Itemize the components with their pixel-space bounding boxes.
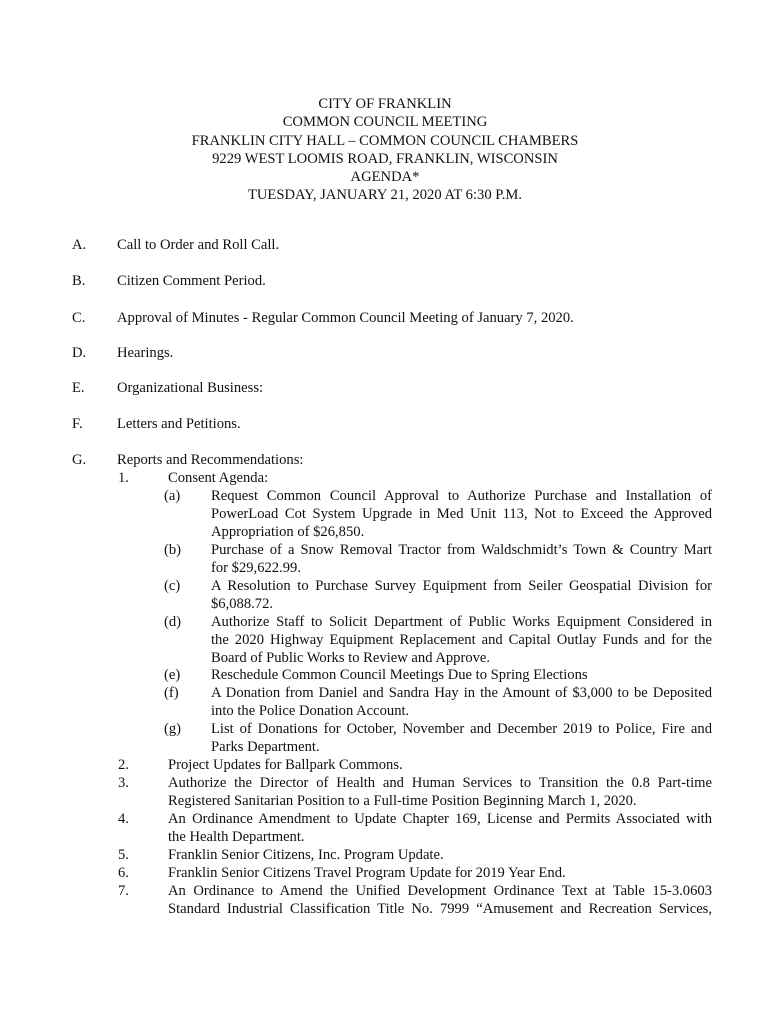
meeting-name: COMMON COUNCIL MEETING — [282, 114, 488, 131]
section-letter: E. — [72, 380, 85, 396]
item-line: Franklin Senior Citizens, Inc. Program Update. — [168, 847, 444, 863]
section-letter: A. — [72, 237, 87, 253]
item-line: An Ordinance Amendment to Update Chapter 169, License and Permits Associated with — [168, 811, 712, 827]
sub-item-label: (b) — [164, 542, 182, 558]
section-letter: G. — [72, 452, 87, 468]
sub-item-line: A Donation from Daniel and Sandra Hay in the Amount of $3,000 to be Deposited — [211, 685, 712, 701]
section-text: Approval of Minutes - Regular Common Council Meeting of January 7, 2020. — [117, 310, 574, 326]
sub-item-line: Reschedule Common Council Meetings Due to Spring Elections — [211, 667, 588, 683]
sub-item-line: List of Donations for October, November and December 2019 to Police, Fire and — [211, 721, 712, 737]
sub-item-label: (c) — [164, 578, 181, 594]
section-text: Organizational Business: — [117, 380, 264, 396]
agenda-header — [0, 95, 770, 205]
item-text — [168, 810, 712, 846]
item-text — [168, 846, 712, 864]
item-number: 5. — [118, 847, 129, 863]
sub-item-line: into the Police Donation Account. — [211, 703, 410, 719]
sub-item-label: (d) — [164, 614, 182, 630]
sub-item-text — [211, 577, 712, 613]
sub-item-line: Request Common Council Approval to Authorize Purchase and Installation of — [211, 488, 712, 504]
item-line: An Ordinance to Amend the Unified Development Ordinance Text at Table 15-3.0603 — [168, 883, 712, 899]
item-line: Consent Agenda: — [168, 470, 269, 486]
section-text: Citizen Comment Period. — [117, 273, 266, 289]
meeting-location: FRANKLIN CITY HALL – COMMON COUNCIL CHAMBERS — [191, 132, 579, 149]
sub-item-text — [211, 487, 712, 541]
sub-item-line: for $29,622.99. — [211, 560, 301, 576]
sub-item-line: Board of Public Works to Review and Approve. — [211, 650, 491, 666]
item-line: Franklin Senior Citizens Travel Program Update for 2019 Year End. — [168, 865, 566, 881]
item-number: 7. — [118, 883, 129, 899]
item-number: 4. — [118, 811, 129, 827]
sub-item-text — [211, 666, 712, 684]
item-number: 2. — [118, 757, 129, 773]
section-letter: B. — [72, 273, 86, 289]
item-text — [168, 882, 712, 918]
item-line: Registered Sanitarian Position to a Full-time Position Beginning March 1, 2020. — [168, 793, 637, 809]
sub-item-text — [211, 541, 712, 577]
city-name: CITY OF FRANKLIN — [318, 96, 452, 112]
meeting-address: 9229 WEST LOOMIS ROAD, FRANKLIN, WISCONSIN — [212, 150, 558, 167]
item-number: 6. — [118, 865, 129, 881]
item-text — [168, 469, 712, 487]
sub-item-line: Appropriation of $26,850. — [211, 524, 365, 540]
section-letter: D. — [72, 345, 87, 361]
section-letter: C. — [72, 310, 86, 326]
sub-item-line: A Resolution to Purchase Survey Equipment from Seiler Geospatial Division for — [211, 578, 712, 594]
sub-item-label: (e) — [164, 667, 181, 683]
sub-item-text — [211, 720, 712, 756]
section-text: Hearings. — [117, 345, 174, 361]
item-number: 3. — [118, 775, 129, 791]
section-text: Letters and Petitions. — [117, 416, 241, 432]
item-line: Project Updates for Ballpark Commons. — [168, 757, 403, 773]
sub-item-line: Purchase of a Snow Removal Tractor from Waldschmidt’s Town & Country Mart — [211, 542, 712, 558]
sub-item-label: (g) — [164, 721, 182, 737]
meeting-datetime: TUESDAY, JANUARY 21, 2020 AT 6:30 P.M. — [247, 187, 523, 204]
sub-item-line: PowerLoad Cot System Upgrade in Med Unit 113, Not to Exceed the Approved — [211, 506, 712, 522]
sub-item-text — [211, 684, 712, 720]
sub-item-line: the 2020 Highway Equipment Replacement and Capital Outlay Funds and for the — [211, 632, 712, 648]
document-title: AGENDA* — [350, 169, 420, 186]
sub-item-label: (a) — [164, 488, 181, 504]
section-text: Reports and Recommendations: — [117, 452, 304, 468]
sub-item-text — [211, 613, 712, 667]
sub-item-label: (f) — [164, 685, 179, 701]
sub-item-line: $6,088.72. — [211, 596, 274, 612]
item-text — [168, 774, 712, 810]
section-letter: F. — [72, 416, 83, 432]
item-text — [168, 864, 712, 882]
item-text — [168, 756, 712, 774]
sub-item-line: Parks Department. — [211, 739, 320, 755]
sub-item-line: Authorize Staff to Solicit Department of Public Works Equipment Considered in — [211, 614, 712, 630]
item-line: Authorize the Director of Health and Human Services to Transition the 0.8 Part-time — [168, 775, 712, 791]
item-number: 1. — [118, 470, 129, 486]
item-line: the Health Department. — [168, 829, 305, 845]
section-text: Call to Order and Roll Call. — [117, 237, 280, 253]
item-line: Standard Industrial Classification Title No. 7999 “Amusement and Recreation Services, — [168, 901, 712, 917]
